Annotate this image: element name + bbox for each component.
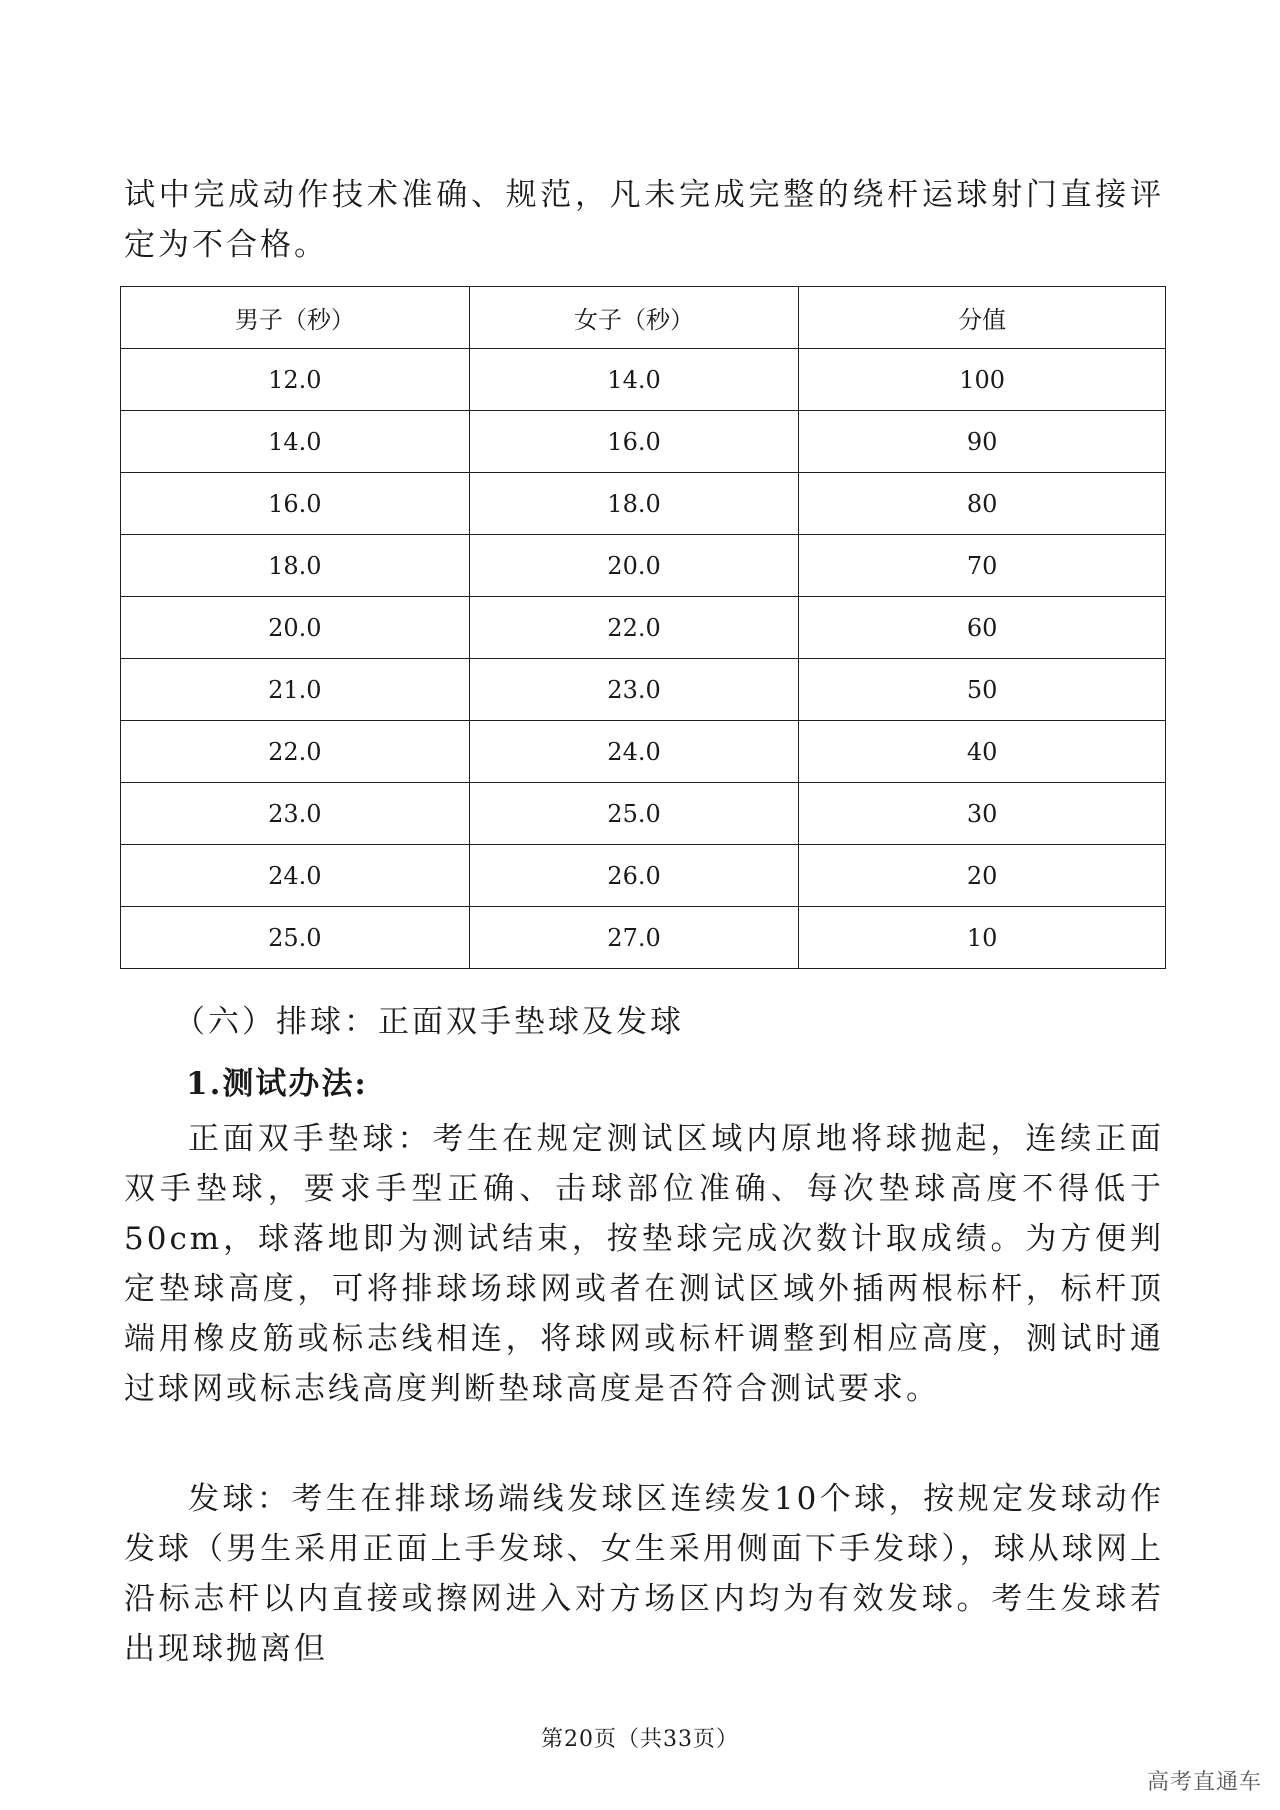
table-row [121,721,1166,783]
cell-female-seconds: 26.0 [469,845,799,907]
cell-score: 10 [799,907,1166,969]
cell-male-seconds: 16.0 [121,473,470,535]
table-row [121,349,1166,411]
score-table-body [121,349,1166,969]
cell-female-seconds: 18.0 [469,473,799,535]
cell-male-seconds: 25.0 [121,907,470,969]
header-female-seconds: 女子（秒） [469,287,799,349]
cell-score: 90 [799,411,1166,473]
serve-paragraph: 发球：考生在排球场端线发球区连续发10个球，按规定发球动作发球（男生采用正面上手发球、女生采用侧面下手发球），球从球网上沿标志杆以内直接或擦网进入对方场区内均为有效发球。考生发球若出现球抛离但 [124,1481,1164,1667]
cell-score: 40 [799,721,1166,783]
cell-female-seconds: 20.0 [469,535,799,597]
cell-female-seconds: 16.0 [469,411,799,473]
dig-paragraph: 正面双手垫球：考生在规定测试区域内原地将球抛起，连续正面双手垫球，要求手型正确、击球部位准确、每次垫球高度不得低于50cm，球落地即为测试结束，按垫球完成次数计取成绩。为方便判定垫球高度，可将排球场球网或者在测试区域外插两根标杆，标杆顶端用橡皮筋或标志线相连，将球网或标杆调整到相应高度，测试时通过球网或标志线高度判断垫球高度是否符合测试要求。 [124,1121,1164,1407]
cell-male-seconds: 23.0 [121,783,470,845]
table-header-row [121,287,1166,349]
table-row [121,473,1166,535]
table-row [121,411,1166,473]
cell-male-seconds: 21.0 [121,659,470,721]
header-score: 分值 [799,287,1166,349]
score-table [120,286,1166,969]
subsection-heading: 1.测试办法: [186,1066,368,1102]
page-footer: 第20页（共33页） [541,1727,739,1752]
table-row [121,907,1166,969]
cell-score: 100 [799,349,1166,411]
cell-score: 60 [799,597,1166,659]
cell-female-seconds: 24.0 [469,721,799,783]
cell-male-seconds: 22.0 [121,721,470,783]
cell-score: 30 [799,783,1166,845]
cell-male-seconds: 24.0 [121,845,470,907]
cell-score: 70 [799,535,1166,597]
section-heading: （六）排球：正面双手垫球及发球 [174,1004,684,1040]
cell-female-seconds: 25.0 [469,783,799,845]
cell-male-seconds: 14.0 [121,411,470,473]
cell-female-seconds: 22.0 [469,597,799,659]
cell-female-seconds: 23.0 [469,659,799,721]
cell-male-seconds: 20.0 [121,597,470,659]
table-row [121,783,1166,845]
header-male-seconds: 男子（秒） [121,287,470,349]
cell-male-seconds: 18.0 [121,535,470,597]
cell-female-seconds: 27.0 [469,907,799,969]
table-row [121,597,1166,659]
watermark: 高考直通车 [1146,1770,1262,1795]
cell-female-seconds: 14.0 [469,349,799,411]
cell-score: 80 [799,473,1166,535]
cell-score: 20 [799,845,1166,907]
table-row [121,535,1166,597]
table-row [121,659,1166,721]
cell-male-seconds: 12.0 [121,349,470,411]
cell-score: 50 [799,659,1166,721]
intro-paragraph: 试中完成动作技术准确、规范，凡未完成完整的绕杆运球射门直接评定为不合格。 [124,177,1164,263]
table-row [121,845,1166,907]
